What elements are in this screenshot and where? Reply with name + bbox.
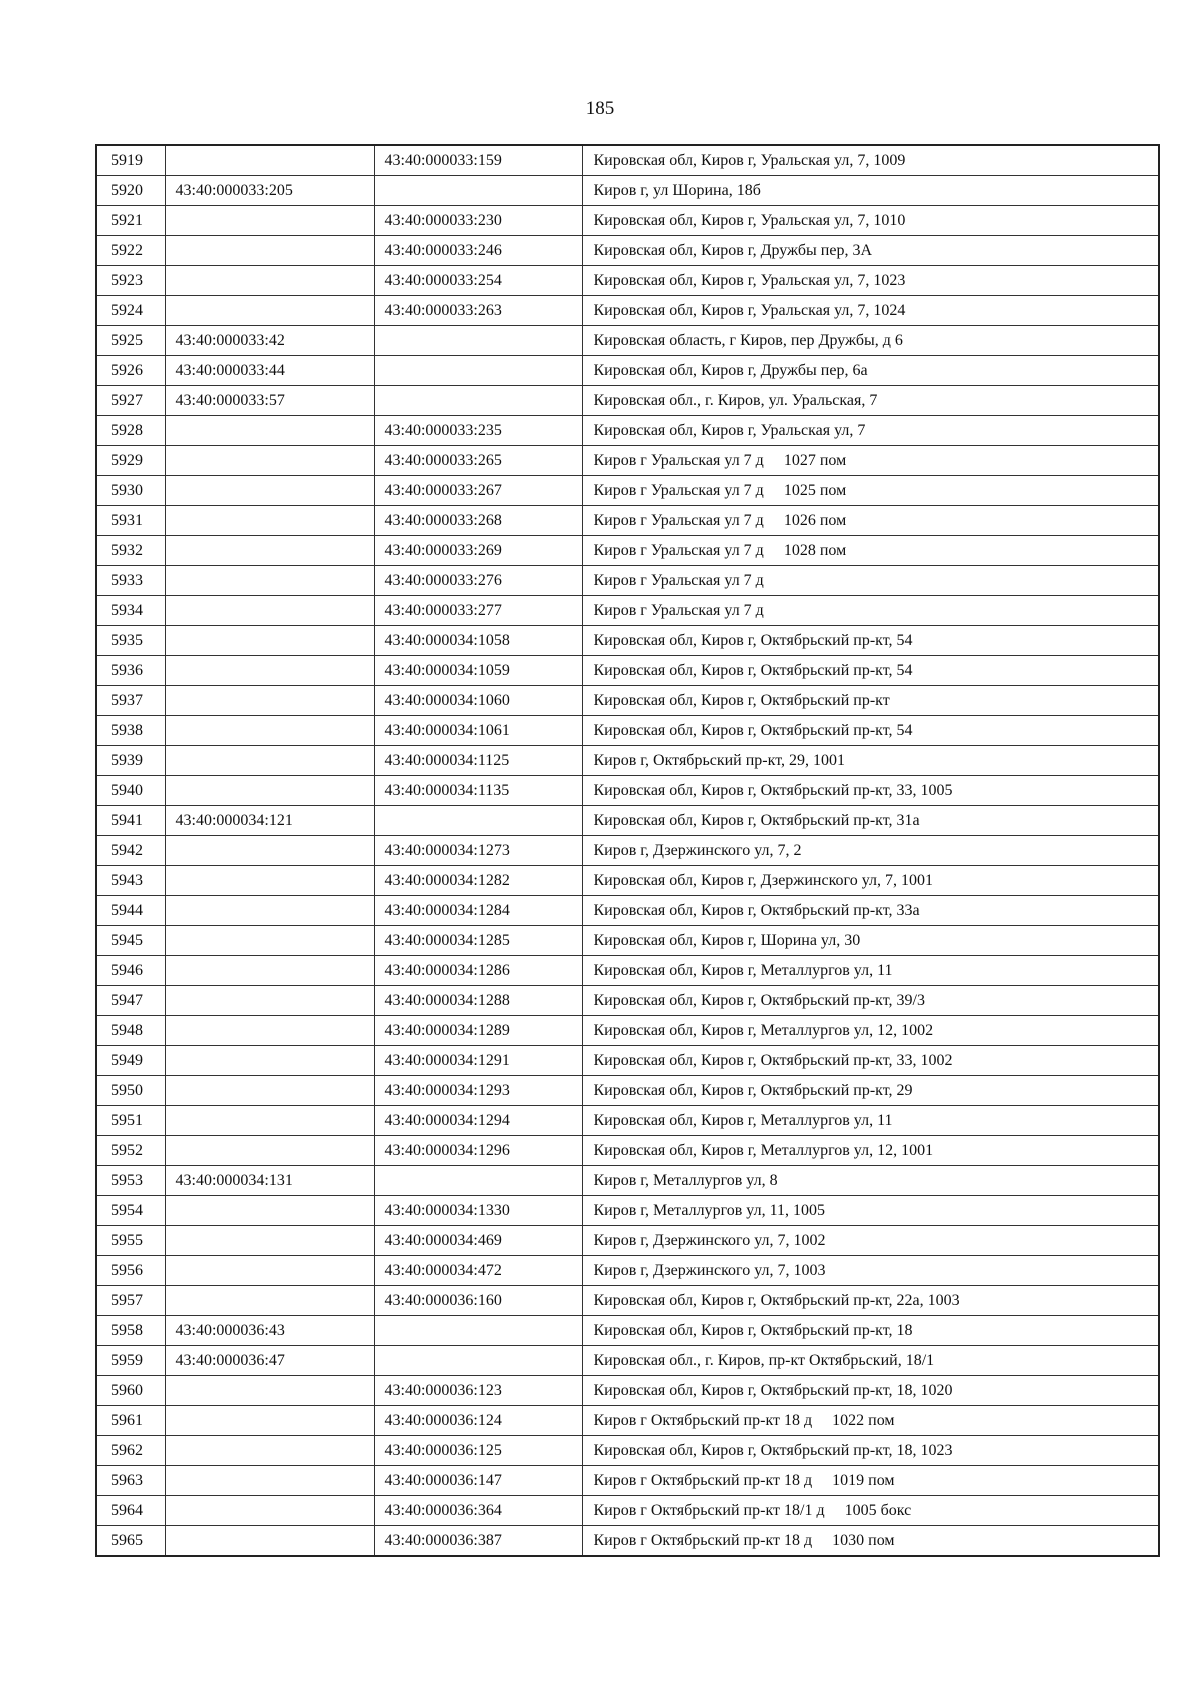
object-cadastral-number-cell: 43:40:000034:1286 [374, 956, 582, 986]
table-row [96, 1406, 1159, 1436]
land-cadastral-number-cell [165, 1076, 374, 1106]
land-cadastral-number-cell [165, 1196, 374, 1226]
row-number-cell: 5954 [96, 1196, 165, 1226]
row-number-cell: 5962 [96, 1436, 165, 1466]
row-number-cell: 5922 [96, 236, 165, 266]
table-row [96, 386, 1159, 416]
row-number-cell: 5953 [96, 1166, 165, 1196]
row-number-cell: 5920 [96, 176, 165, 206]
row-number-cell: 5948 [96, 1016, 165, 1046]
object-cadastral-number-cell [374, 1166, 582, 1196]
address-cell: Кировская обл, Киров г, Октябрьский пр-кт, 29 [582, 1076, 1159, 1106]
table-row [96, 176, 1159, 206]
table-row [96, 926, 1159, 956]
row-number-cell: 5921 [96, 206, 165, 236]
row-number-cell: 5927 [96, 386, 165, 416]
table-row [96, 1346, 1159, 1376]
table-row [96, 266, 1159, 296]
address-cell: Кировская обл, Киров г, Октябрьский пр-кт [582, 686, 1159, 716]
land-cadastral-number-cell: 43:40:000036:43 [165, 1316, 374, 1346]
land-cadastral-number-cell [165, 836, 374, 866]
object-cadastral-number-cell: 43:40:000034:1282 [374, 866, 582, 896]
table-row [96, 626, 1159, 656]
table-row [96, 686, 1159, 716]
object-cadastral-number-cell: 43:40:000034:1061 [374, 716, 582, 746]
table-row [96, 956, 1159, 986]
table-row [96, 536, 1159, 566]
table-row [96, 1046, 1159, 1076]
table-row [96, 1016, 1159, 1046]
table-row [96, 866, 1159, 896]
address-cell: Кировская обл, Киров г, Октябрьский пр-кт, 33, 1002 [582, 1046, 1159, 1076]
row-number-cell: 5937 [96, 686, 165, 716]
object-cadastral-number-cell: 43:40:000036:364 [374, 1496, 582, 1526]
object-cadastral-number-cell: 43:40:000034:1291 [374, 1046, 582, 1076]
object-cadastral-number-cell: 43:40:000034:1273 [374, 836, 582, 866]
table-row [96, 1106, 1159, 1136]
row-number-cell: 5930 [96, 476, 165, 506]
land-cadastral-number-cell [165, 686, 374, 716]
land-cadastral-number-cell [165, 206, 374, 236]
row-number-cell: 5959 [96, 1346, 165, 1376]
row-number-cell: 5931 [96, 506, 165, 536]
land-cadastral-number-cell: 43:40:000036:47 [165, 1346, 374, 1376]
row-number-cell: 5949 [96, 1046, 165, 1076]
address-cell: Кировская обл., г. Киров, пр-кт Октябрьский, 18/1 [582, 1346, 1159, 1376]
land-cadastral-number-cell [165, 446, 374, 476]
land-cadastral-number-cell: 43:40:000033:44 [165, 356, 374, 386]
object-cadastral-number-cell: 43:40:000034:1285 [374, 926, 582, 956]
address-cell: Кировская обл, Киров г, Уральская ул, 7 [582, 416, 1159, 446]
address-cell: Киров г, Металлургов ул, 11, 1005 [582, 1196, 1159, 1226]
object-cadastral-number-cell [374, 806, 582, 836]
table-row [96, 656, 1159, 686]
object-cadastral-number-cell: 43:40:000034:1294 [374, 1106, 582, 1136]
address-cell: Кировская обл, Киров г, Октябрьский пр-кт, 18 [582, 1316, 1159, 1346]
object-cadastral-number-cell: 43:40:000033:276 [374, 566, 582, 596]
address-cell: Кировская обл, Киров г, Шорина ул, 30 [582, 926, 1159, 956]
land-cadastral-number-cell: 43:40:000033:42 [165, 326, 374, 356]
object-cadastral-number-cell [374, 386, 582, 416]
row-number-cell: 5956 [96, 1256, 165, 1286]
land-cadastral-number-cell [165, 1046, 374, 1076]
row-number-cell: 5950 [96, 1076, 165, 1106]
object-cadastral-number-cell [374, 176, 582, 206]
row-number-cell: 5935 [96, 626, 165, 656]
object-cadastral-number-cell: 43:40:000036:160 [374, 1286, 582, 1316]
land-cadastral-number-cell [165, 1016, 374, 1046]
address-cell: Киров г, Дзержинского ул, 7, 1002 [582, 1226, 1159, 1256]
address-cell: Кировская обл, Киров г, Октябрьский пр-кт, 33, 1005 [582, 776, 1159, 806]
row-number-cell: 5958 [96, 1316, 165, 1346]
table-row [96, 326, 1159, 356]
land-cadastral-number-cell [165, 626, 374, 656]
address-cell: Кировская обл, Киров г, Октябрьский пр-кт, 18, 1023 [582, 1436, 1159, 1466]
table-row [96, 476, 1159, 506]
object-cadastral-number-cell: 43:40:000036:125 [374, 1436, 582, 1466]
table-row [96, 236, 1159, 266]
land-cadastral-number-cell [165, 1526, 374, 1557]
row-number-cell: 5944 [96, 896, 165, 926]
page-number: 185 [585, 98, 615, 119]
object-cadastral-number-cell: 43:40:000036:123 [374, 1376, 582, 1406]
address-cell: Кировская обл, Киров г, Уральская ул, 7, 1009 [582, 145, 1159, 176]
land-cadastral-number-cell [165, 986, 374, 1016]
row-number-cell: 5945 [96, 926, 165, 956]
table-row [96, 566, 1159, 596]
address-cell: Киров г Уральская ул 7 д 1028 пом [582, 536, 1159, 566]
address-cell: Кировская обл, Киров г, Металлургов ул, 11 [582, 1106, 1159, 1136]
object-cadastral-number-cell: 43:40:000033:267 [374, 476, 582, 506]
row-number-cell: 5929 [96, 446, 165, 476]
address-cell: Кировская обл, Киров г, Октябрьский пр-кт, 31а [582, 806, 1159, 836]
address-cell: Киров г, Октябрьский пр-кт, 29, 1001 [582, 746, 1159, 776]
object-cadastral-number-cell: 43:40:000033:277 [374, 596, 582, 626]
address-cell: Киров г Уральская ул 7 д [582, 566, 1159, 596]
row-number-cell: 5940 [96, 776, 165, 806]
row-number-cell: 5936 [96, 656, 165, 686]
row-number-cell: 5939 [96, 746, 165, 776]
land-cadastral-number-cell [165, 956, 374, 986]
table-row [96, 1166, 1159, 1196]
land-cadastral-number-cell [165, 1436, 374, 1466]
land-cadastral-number-cell [165, 1256, 374, 1286]
address-cell: Кировская обл, Киров г, Октябрьский пр-кт, 22а, 1003 [582, 1286, 1159, 1316]
object-cadastral-number-cell: 43:40:000033:263 [374, 296, 582, 326]
object-cadastral-number-cell: 43:40:000033:268 [374, 506, 582, 536]
address-cell: Кировская обл, Киров г, Дружбы пер, 6а [582, 356, 1159, 386]
table-row [96, 1256, 1159, 1286]
object-cadastral-number-cell: 43:40:000036:124 [374, 1406, 582, 1436]
land-cadastral-number-cell [165, 746, 374, 776]
land-cadastral-number-cell: 43:40:000034:121 [165, 806, 374, 836]
row-number-cell: 5941 [96, 806, 165, 836]
address-cell: Кировская обл, Киров г, Металлургов ул, 12, 1002 [582, 1016, 1159, 1046]
table-row [96, 986, 1159, 1016]
object-cadastral-number-cell: 43:40:000033:269 [374, 536, 582, 566]
row-number-cell: 5957 [96, 1286, 165, 1316]
row-number-cell: 5919 [96, 145, 165, 176]
row-number-cell: 5951 [96, 1106, 165, 1136]
row-number-cell: 5933 [96, 566, 165, 596]
row-number-cell: 5932 [96, 536, 165, 566]
address-cell: Киров г Уральская ул 7 д 1026 пом [582, 506, 1159, 536]
table-row [96, 1526, 1159, 1557]
object-cadastral-number-cell: 43:40:000034:1284 [374, 896, 582, 926]
land-cadastral-number-cell: 43:40:000033:57 [165, 386, 374, 416]
address-cell: Киров г Октябрьский пр-кт 18 д 1019 пом [582, 1466, 1159, 1496]
land-cadastral-number-cell [165, 896, 374, 926]
land-cadastral-number-cell [165, 416, 374, 446]
row-number-cell: 5955 [96, 1226, 165, 1256]
address-cell: Кировская обл, Киров г, Октябрьский пр-кт, 54 [582, 656, 1159, 686]
row-number-cell: 5952 [96, 1136, 165, 1166]
table-row [96, 1496, 1159, 1526]
address-cell: Киров г Октябрьский пр-кт 18/1 д 1005 бокс [582, 1496, 1159, 1526]
land-cadastral-number-cell [165, 1226, 374, 1256]
land-cadastral-number-cell [165, 506, 374, 536]
land-cadastral-number-cell [165, 566, 374, 596]
land-cadastral-number-cell: 43:40:000033:205 [165, 176, 374, 206]
row-number-cell: 5943 [96, 866, 165, 896]
table-row [96, 206, 1159, 236]
address-cell: Кировская обл, Киров г, Металлургов ул, 11 [582, 956, 1159, 986]
address-cell: Киров г Уральская ул 7 д 1027 пом [582, 446, 1159, 476]
address-cell: Кировская обл, Киров г, Октябрьский пр-кт, 33а [582, 896, 1159, 926]
land-cadastral-number-cell [165, 536, 374, 566]
address-cell: Киров г Октябрьский пр-кт 18 д 1022 пом [582, 1406, 1159, 1436]
table-row [96, 1376, 1159, 1406]
row-number-cell: 5934 [96, 596, 165, 626]
address-cell: Кировская обл, Киров г, Октябрьский пр-кт, 39/3 [582, 986, 1159, 1016]
object-cadastral-number-cell: 43:40:000033:159 [374, 145, 582, 176]
address-cell: Кировская обл, Киров г, Уральская ул, 7, 1024 [582, 296, 1159, 326]
address-cell: Киров г, Дзержинского ул, 7, 2 [582, 836, 1159, 866]
object-cadastral-number-cell [374, 1346, 582, 1376]
object-cadastral-number-cell: 43:40:000034:469 [374, 1226, 582, 1256]
row-number-cell: 5925 [96, 326, 165, 356]
object-cadastral-number-cell: 43:40:000034:1058 [374, 626, 582, 656]
land-cadastral-number-cell [165, 266, 374, 296]
row-number-cell: 5924 [96, 296, 165, 326]
object-cadastral-number-cell: 43:40:000034:1060 [374, 686, 582, 716]
object-cadastral-number-cell: 43:40:000034:1135 [374, 776, 582, 806]
land-cadastral-number-cell [165, 596, 374, 626]
land-cadastral-number-cell [165, 776, 374, 806]
row-number-cell: 5947 [96, 986, 165, 1016]
object-cadastral-number-cell: 43:40:000036:147 [374, 1466, 582, 1496]
row-number-cell: 5946 [96, 956, 165, 986]
row-number-cell: 5963 [96, 1466, 165, 1496]
address-cell: Кировская обл, Киров г, Октябрьский пр-кт, 54 [582, 716, 1159, 746]
object-cadastral-number-cell: 43:40:000033:265 [374, 446, 582, 476]
object-cadastral-number-cell: 43:40:000034:1296 [374, 1136, 582, 1166]
address-cell: Кировская обл, Киров г, Металлургов ул, 12, 1001 [582, 1136, 1159, 1166]
land-cadastral-number-cell [165, 1106, 374, 1136]
land-cadastral-number-cell [165, 716, 374, 746]
address-cell: Кировская обл, Киров г, Дзержинского ул, 7, 1001 [582, 866, 1159, 896]
object-cadastral-number-cell: 43:40:000033:246 [374, 236, 582, 266]
row-number-cell: 5926 [96, 356, 165, 386]
table-row [96, 776, 1159, 806]
table-row [96, 716, 1159, 746]
land-cadastral-number-cell [165, 145, 374, 176]
object-cadastral-number-cell: 43:40:000033:230 [374, 206, 582, 236]
table-row [96, 296, 1159, 326]
object-cadastral-number-cell [374, 356, 582, 386]
object-cadastral-number-cell: 43:40:000034:472 [374, 1256, 582, 1286]
row-number-cell: 5961 [96, 1406, 165, 1436]
table-row [96, 356, 1159, 386]
table-row [96, 1286, 1159, 1316]
address-cell: Киров г Уральская ул 7 д [582, 596, 1159, 626]
object-cadastral-number-cell: 43:40:000033:235 [374, 416, 582, 446]
land-cadastral-number-cell [165, 866, 374, 896]
object-cadastral-number-cell: 43:40:000034:1293 [374, 1076, 582, 1106]
object-cadastral-number-cell: 43:40:000034:1059 [374, 656, 582, 686]
table-row [96, 1316, 1159, 1346]
address-cell: Киров г, Металлургов ул, 8 [582, 1166, 1159, 1196]
row-number-cell: 5938 [96, 716, 165, 746]
table-row [96, 1436, 1159, 1466]
object-cadastral-number-cell: 43:40:000033:254 [374, 266, 582, 296]
land-cadastral-number-cell [165, 1406, 374, 1436]
address-cell: Кировская обл, Киров г, Октябрьский пр-кт, 54 [582, 626, 1159, 656]
land-cadastral-number-cell [165, 1136, 374, 1166]
table-row [96, 806, 1159, 836]
row-number-cell: 5923 [96, 266, 165, 296]
row-number-cell: 5942 [96, 836, 165, 866]
row-number-cell: 5960 [96, 1376, 165, 1406]
object-cadastral-number-cell: 43:40:000034:1288 [374, 986, 582, 1016]
register-body [96, 145, 1159, 1556]
property-register-table [95, 144, 1160, 1557]
table-row [96, 746, 1159, 776]
object-cadastral-number-cell: 43:40:000034:1330 [374, 1196, 582, 1226]
object-cadastral-number-cell [374, 1316, 582, 1346]
table-row [96, 1466, 1159, 1496]
address-cell: Кировская область, г Киров, пер Дружбы, д 6 [582, 326, 1159, 356]
address-cell: Кировская обл, Киров г, Уральская ул, 7, 1023 [582, 266, 1159, 296]
table-row [96, 506, 1159, 536]
land-cadastral-number-cell [165, 1466, 374, 1496]
address-cell: Кировская обл, Киров г, Октябрьский пр-кт, 18, 1020 [582, 1376, 1159, 1406]
table-row [96, 1226, 1159, 1256]
table-row [96, 1076, 1159, 1106]
table-row [96, 145, 1159, 176]
address-cell: Кировская обл, Киров г, Уральская ул, 7, 1010 [582, 206, 1159, 236]
object-cadastral-number-cell: 43:40:000036:387 [374, 1526, 582, 1557]
object-cadastral-number-cell: 43:40:000034:1125 [374, 746, 582, 776]
land-cadastral-number-cell [165, 1286, 374, 1316]
address-cell: Киров г Уральская ул 7 д 1025 пом [582, 476, 1159, 506]
object-cadastral-number-cell [374, 326, 582, 356]
row-number-cell: 5965 [96, 1526, 165, 1557]
table-row [96, 1196, 1159, 1226]
land-cadastral-number-cell [165, 656, 374, 686]
land-cadastral-number-cell [165, 1496, 374, 1526]
land-cadastral-number-cell: 43:40:000034:131 [165, 1166, 374, 1196]
address-cell: Киров г, ул Шорина, 18б [582, 176, 1159, 206]
address-cell: Кировская обл, Киров г, Дружбы пер, 3А [582, 236, 1159, 266]
table-row [96, 836, 1159, 866]
row-number-cell: 5964 [96, 1496, 165, 1526]
land-cadastral-number-cell [165, 1376, 374, 1406]
address-cell: Кировская обл., г. Киров, ул. Уральская, 7 [582, 386, 1159, 416]
address-cell: Киров г, Дзержинского ул, 7, 1003 [582, 1256, 1159, 1286]
land-cadastral-number-cell [165, 296, 374, 326]
table-row [96, 896, 1159, 926]
table-row [96, 446, 1159, 476]
table-row [96, 1136, 1159, 1166]
object-cadastral-number-cell: 43:40:000034:1289 [374, 1016, 582, 1046]
row-number-cell: 5928 [96, 416, 165, 446]
table-row [96, 596, 1159, 626]
address-cell: Киров г Октябрьский пр-кт 18 д 1030 пом [582, 1526, 1159, 1557]
land-cadastral-number-cell [165, 476, 374, 506]
land-cadastral-number-cell [165, 236, 374, 266]
land-cadastral-number-cell [165, 926, 374, 956]
table-row [96, 416, 1159, 446]
